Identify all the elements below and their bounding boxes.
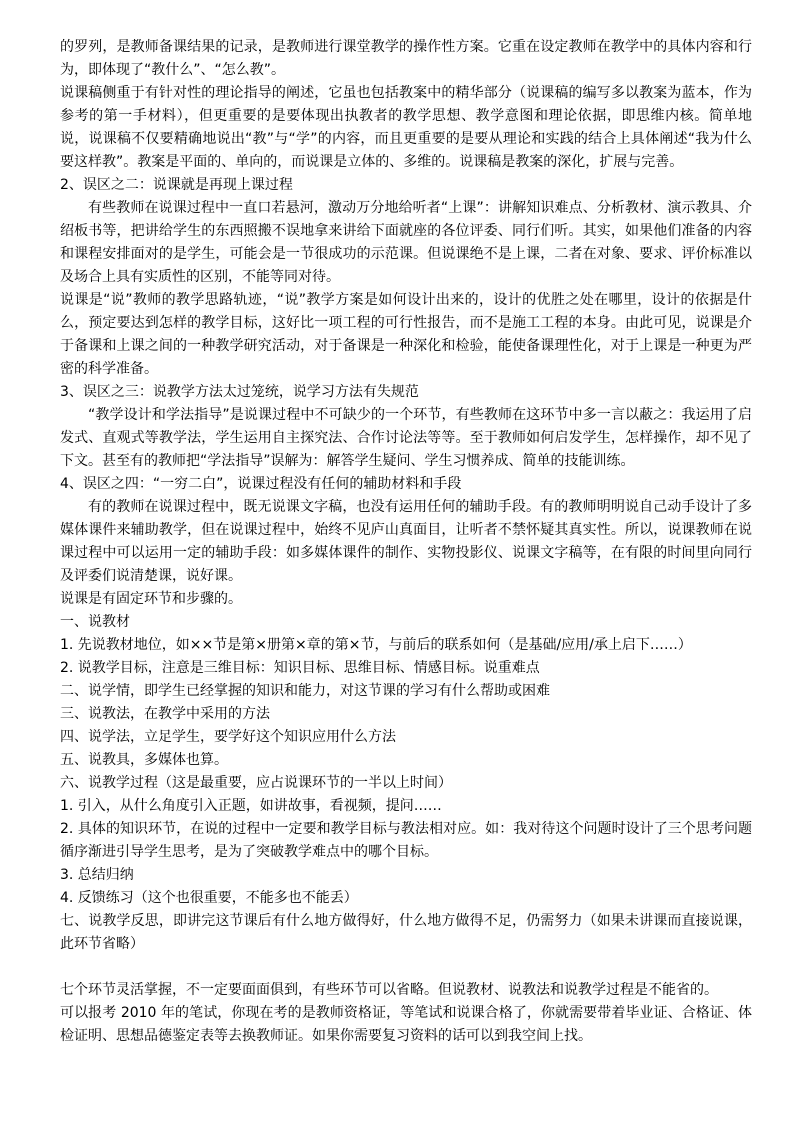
paragraph: 七个环节灵活掌握，不一定要面面俱到，有些环节可以省略。但说教材、说教法和说教学过程是不能省的。 bbox=[60, 982, 718, 998]
list-item: 三、说教法，在教学中采用的方法 bbox=[60, 706, 270, 722]
blank-line bbox=[60, 956, 752, 979]
list-item: 2. 说教学目标，注意是三维目标：知识目标、思维目标、情感目标。说重难点 bbox=[60, 660, 540, 676]
paragraph: 说课稿侧重于有针对性的理论指导的阐述，它虽也包括教案中的精华部分（说课稿的编写多以教案为蓝本，作为参考的第一手材料），但更重要的是要体现出执教者的教学思想、教学意图和理论依据，即思维内核。简单地说，说课稿不仅要精确地说出“教”与“学”的内容，而且更重要的是要从理论和实践的结合上具体阐述“我为什么要这样教”。教案是平面的、单向的，而说课是立体的、多维的。说课稿是教案的深化，扩展与完善。 bbox=[60, 85, 752, 170]
section-heading: 4、误区之四：“一穷二白”，说课过程没有任何的辅助材料和手段 bbox=[60, 476, 462, 492]
list-item: 六、说教学过程（这是最重要，应占说课环节的一半以上时间） bbox=[60, 775, 452, 791]
paragraph: 可以报考 2010 年的笔试，你现在考的是教师资格证，等笔试和说课合格了，你就需要带着毕业证、合格证、体检证明、思想品德鉴定表等去换教师证。如果你需要复习资料的话可以到我空间上找。 bbox=[60, 1005, 752, 1044]
list-item: 五、说教具，多媒体也算。 bbox=[60, 752, 228, 768]
paragraph: 有些教师在说课过程中一直口若悬河，激动万分地给听者“上课”：讲解知识难点、分析教材、演示教具、介绍板书等，把讲给学生的东西照搬不误地拿来讲给下面就座的各位评委、同行们听。其实，如果他们准备的内容和课程安排面对的是学生，可能会是一节很成功的示范课。但说课绝不是上课，二者在对象、要求、评价标准以及场合上具有实质性的区别，不能等同对待。 bbox=[60, 200, 752, 285]
document-page bbox=[60, 36, 752, 1048]
list-item: 1. 先说教材地位，如××节是第×册第×章的第×节，与前后的联系如何（是基础/应用/承上启下……） bbox=[60, 637, 692, 653]
paragraph: 说课是“说”教师的教学思路轨迹，“说”教学方案是如何设计出来的，设计的优胜之处在哪里，设计的依据是什么，预定要达到怎样的教学目标，这好比一项工程的可行性报告，而不是施工工程的本身。由此可见，说课是介于备课和上课之间的一种教学研究活动，对于备课是一种深化和检验，能使备课理性化，对于上课是一种更为严密的科学准备。 bbox=[60, 292, 752, 377]
paragraph: 说课是有固定环节和步骤的。 bbox=[60, 591, 242, 607]
list-item: 四、说学法，立足学生，要学好这个知识应用什么方法 bbox=[60, 729, 396, 745]
paragraph: “教学设计和学法指导”是说课过程中不可缺少的一个环节，有些教师在这环节中多一言以蔽之：我运用了启发式、直观式等教学法，学生运用自主探究法、合作讨论法等等。至于教师如何启发学生，怎样操作，却不见了下文。甚至有的教师把“学法指导”误解为：解答学生疑问、学生习惯养成、简单的技能训练。 bbox=[60, 407, 752, 469]
list-item: 3. 总结归纳 bbox=[60, 867, 134, 883]
list-item: 4. 反馈练习（这个也很重要，不能多也不能丢） bbox=[60, 890, 358, 906]
list-item: 一、说教材 bbox=[60, 614, 130, 630]
section-heading: 3、误区之三：说教学方法太过笼统，说学习方法有失规范 bbox=[60, 384, 419, 400]
paragraph: 的罗列，是教师备课结果的记录，是教师进行课堂教学的操作性方案。它重在设定教师在教学中的具体内容和行为，即体现了“教什么”、“怎么教”。 bbox=[60, 39, 752, 78]
list-item: 二、说学情，即学生已经掌握的知识和能力，对这节课的学习有什么帮助或困难 bbox=[60, 683, 550, 699]
section-heading: 2、误区之二：说课就是再现上课过程 bbox=[60, 177, 293, 193]
list-item: 2. 具体的知识环节，在说的过程中一定要和教学目标与教法相对应。如：我对待这个问题时设计了三个思考问题循序渐进引导学生思考，是为了突破教学难点中的哪个目标。 bbox=[60, 821, 752, 860]
paragraph: 有的教师在说课过程中，既无说课文字稿，也没有运用任何的辅助手段。有的教师明明说自己动手设计了多媒体课件来辅助教学，但在说课过程中，始终不见庐山真面目，让听者不禁怀疑其真实性。所以，说课教师在说课过程中可以运用一定的辅助手段：如多媒体课件的制作、实物投影仪、说课文字稿等，在有限的时间里向同行及评委们说清楚课，说好课。 bbox=[60, 499, 752, 584]
list-item: 七、说教学反思，即讲完这节课后有什么地方做得好，什么地方做得不足，仍需努力（如果未讲课而直接说课，此环节省略） bbox=[60, 913, 752, 952]
list-item: 1. 引入，从什么角度引入正题，如讲故事，看视频，提问…… bbox=[60, 798, 442, 814]
